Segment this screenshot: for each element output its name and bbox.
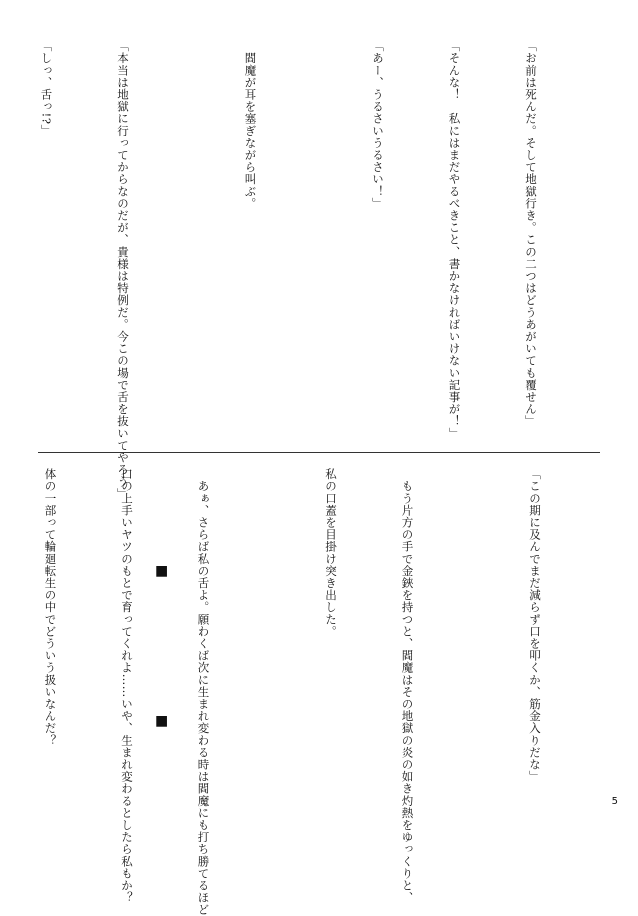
text-line: もう片方の手で金鋏を持つと、閻魔はその地獄の炎の如き灼熱をゆっくりと、 — [400, 468, 415, 904]
bottom-text-panel — [0, 468, 598, 916]
top-text-panel — [0, 40, 594, 500]
text-line: あぁ、さらば私の舌よ。願わくば次に生まれ変わる時は閻魔にも打ち勝てるほど — [196, 468, 211, 916]
text-line: 私の口蓋を目掛け突き出した。 — [324, 468, 338, 638]
page-number: 5 — [611, 796, 618, 807]
text-line: 口の上手いヤツのもとで育ってくれよ……いや、生まれ変わるとしたら私もか？ — [120, 468, 134, 904]
text-line: 「そんな！ 私にはまだやるべきこと、書かなければいけない記事が！」 — [447, 40, 462, 440]
scene-break-mark: ■ — [155, 563, 169, 579]
text-line: 「お前は死んだ。そして地獄行き。この二つはどうあがいても覆せん」 — [524, 40, 538, 428]
text-line: 「この期に及んでまだ減らず口を叩くか、筋金入りだな」 — [528, 468, 542, 783]
scene-break-mark: ■ — [155, 713, 169, 729]
text-line: 体の一部って輪廻転生の中でどういう扱いなんだ？ — [43, 468, 58, 747]
text-line: 閻魔が耳を塞ぎながら叫ぶ。 — [243, 40, 258, 210]
text-line: 「あー、うるさいうるさい！」 — [371, 40, 385, 210]
text-line: 「しっ、舌っ!?」 — [39, 40, 54, 137]
text-line: 「本当は地獄に行ってからなのだが、貴様は特例だ。今この場で舌を抜いてやろう」 — [116, 40, 130, 500]
section-divider — [38, 452, 600, 453]
